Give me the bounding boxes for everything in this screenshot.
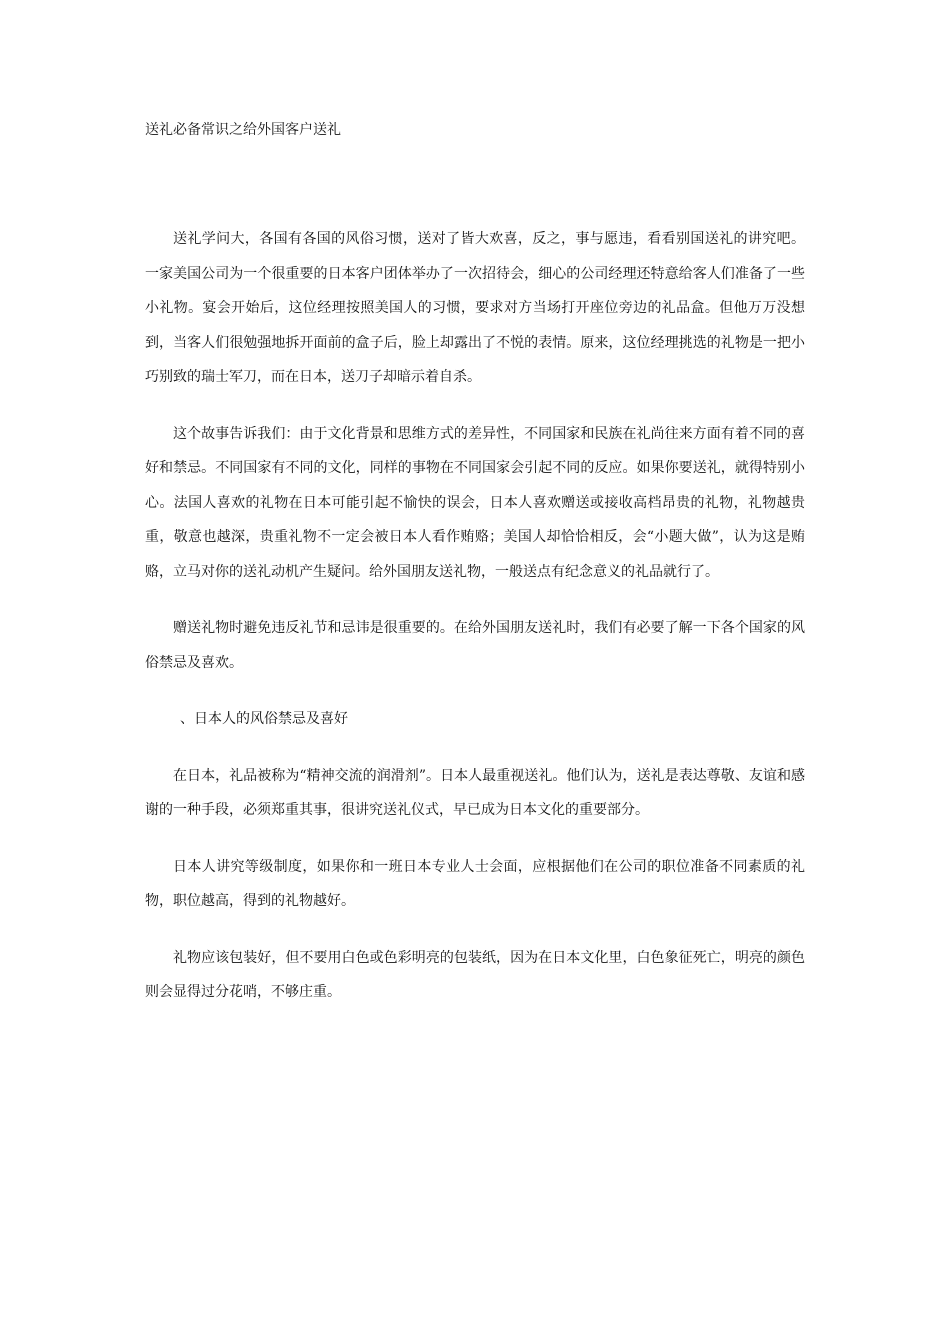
paragraph-story-lesson: 这个故事告诉我们：由于文化背景和思维方式的差异性，不同国家和民族在礼尚往来方面有着不同的喜好和禁忌。不同国家有不同的文化，同样的事物在不同国家会引起不同的反应。如果你要送礼，就得特别小心。法国人喜欢的礼物在日本可能引起不愉快的误会，日本人喜欢赠送或接收高档昂贵的礼物，礼物越贵重，敬意也越深，贵重礼物不一定会被日本人看作贿赂；美国人却恰恰相反，会“小题大做”，认为这是贿赂，立马对你的送礼动机产生疑问。给外国朋友送礼物，一般送点有纪念意义的礼品就行了。 [145, 425, 805, 580]
section-heading-japan: 、日本人的风俗禁忌及喜好 [180, 711, 348, 727]
paragraph-japan-hierarchy: 日本人讲究等级制度，如果你和一班日本专业人士会面，应根据他们在公司的职位准备不同素质的礼物，职位越高，得到的礼物越好。 [145, 858, 805, 909]
paragraph-taboo-importance: 赠送礼物时避免违反礼节和忌讳是很重要的。在给外国朋友送礼时，我们有必要了解一下各个国家的风俗禁忌及喜欢。 [145, 620, 805, 671]
document-title: 送礼必备常识之给外国客户送礼 [145, 122, 341, 138]
paragraph-intro: 送礼学问大，各国有各国的风俗习惯，送对了皆大欢喜，反之，事与愿违，看看别国送礼的讲究吧。 一家美国公司为一个很重要的日本客户团体举办了一次招待会，细心的公司经理还特意给客人们准备了一些小礼物。宴会开始后，这位经理按照美国人的习惯，要求对方当场打开座位旁边的礼品盒。但他万万没想到，当客人们很勉强地拆开面前的盒子后，脸上却露出了不悦的表情。原来，这位经理挑选的礼物是一把小巧别致的瑞士军刀，而在日本，送刀子却暗示着自杀。 [145, 231, 805, 385]
paragraph-japan-gift-importance: 在日本，礼品被称为“精神交流的润滑剂”。日本人最重视送礼。他们认为，送礼是表达尊敬、友谊和感谢的一种手段，必须郑重其事，很讲究送礼仪式，早已成为日本文化的重要部分。 [145, 767, 805, 818]
document-body [145, 222, 805, 1032]
paragraph-japan-wrapping: 礼物应该包装好，但不要用白色或色彩明亮的包装纸，因为在日本文化里，白色象征死亡，明亮的颜色则会显得过分花哨，不够庄重。 [145, 949, 805, 1000]
